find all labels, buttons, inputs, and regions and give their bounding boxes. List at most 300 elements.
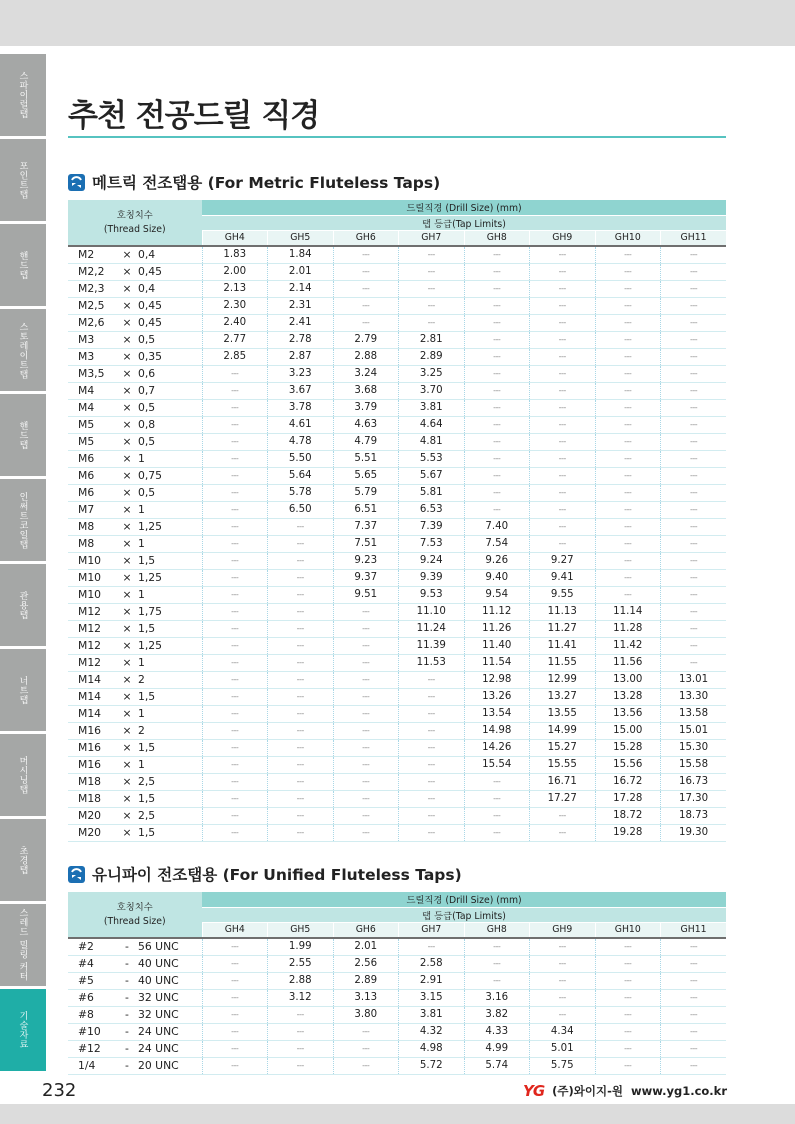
- drill-size-cell: ---: [202, 637, 268, 654]
- drill-size-cell: ---: [202, 773, 268, 790]
- drill-size-cell: ---: [464, 382, 530, 399]
- table-row: [68, 722, 726, 739]
- thread-pitch: 56 UNC: [138, 940, 179, 954]
- drill-size-cell: ---: [333, 790, 399, 807]
- drill-size-cell: 3.25: [399, 365, 465, 382]
- thread-separator: ×: [122, 809, 132, 822]
- drill-size-cell: ---: [661, 399, 727, 416]
- drill-size-cell: ---: [202, 603, 268, 620]
- drill-size-cell: 15.54: [464, 756, 530, 773]
- sidebar-tab-label: 스토레이트탭: [17, 321, 28, 379]
- thread-separator: -: [125, 1042, 129, 1055]
- drill-size-cell: ---: [268, 620, 334, 637]
- drill-size-cell: ---: [595, 433, 661, 450]
- drill-size-cell: 3.81: [399, 399, 465, 416]
- thread-separator: ×: [122, 741, 132, 754]
- drill-size-cell: 9.40: [464, 569, 530, 586]
- drill-size-cell: 3.82: [464, 1006, 530, 1023]
- drill-size-cell: ---: [399, 773, 465, 790]
- thread-pitch: 1,25: [138, 639, 163, 652]
- drill-size-cell: 14.99: [530, 722, 596, 739]
- thread-nominal: M10: [78, 571, 102, 584]
- drill-size-cell: ---: [530, 433, 596, 450]
- drill-size-cell: ---: [268, 739, 334, 756]
- thread-nominal: M5: [78, 435, 95, 448]
- sidebar-tab[interactable]: [0, 394, 46, 476]
- thread-size-cell: [68, 552, 202, 569]
- thread-pitch: 0,35: [138, 350, 163, 363]
- drill-size-cell: 2.78: [268, 331, 334, 348]
- drill-size-cell: ---: [464, 773, 530, 790]
- drill-size-cell: ---: [202, 433, 268, 450]
- sidebar-tab-label: 핸드탭: [17, 420, 28, 450]
- page-number: 232: [42, 1080, 77, 1101]
- tap-limits-header: 탭 등급(Tap Limits): [202, 215, 726, 230]
- thread-nominal: M3: [78, 333, 95, 346]
- drill-size-cell: ---: [399, 246, 465, 263]
- drill-size-cell: ---: [661, 637, 727, 654]
- thread-pitch: 1,5: [138, 554, 156, 567]
- drill-size-cell: 14.98: [464, 722, 530, 739]
- grade-header: GH5: [268, 230, 334, 246]
- drill-size-cell: ---: [202, 989, 268, 1006]
- drill-size-cell: ---: [661, 955, 727, 972]
- drill-size-cell: 4.34: [530, 1023, 596, 1040]
- table-row: [68, 1023, 726, 1040]
- drill-size-cell: ---: [333, 671, 399, 688]
- drill-size-cell: ---: [202, 467, 268, 484]
- drill-size-cell: ---: [333, 722, 399, 739]
- drill-size-cell: ---: [661, 501, 727, 518]
- table-row: [68, 382, 726, 399]
- drill-size-cell: ---: [595, 1040, 661, 1057]
- thread-size-cell: [68, 620, 202, 637]
- thread-separator: -: [125, 991, 129, 1004]
- thread-pitch: 0,4: [138, 248, 156, 262]
- thread-nominal: #6: [78, 991, 94, 1004]
- grade-header: GH10: [595, 230, 661, 246]
- sidebar-tab[interactable]: [0, 224, 46, 306]
- drill-size-cell: 9.53: [399, 586, 465, 603]
- sidebar-tab[interactable]: [0, 309, 46, 391]
- drill-size-cell: ---: [202, 552, 268, 569]
- drill-size-cell: ---: [399, 938, 465, 955]
- grade-header: GH9: [530, 230, 596, 246]
- thread-nominal: M3: [78, 350, 95, 363]
- section-arrow-icon: [68, 866, 85, 883]
- drill-size-cell: 12.98: [464, 671, 530, 688]
- drill-size-cell: ---: [202, 739, 268, 756]
- drill-size-cell: 15.56: [595, 756, 661, 773]
- drill-size-cell: 3.78: [268, 399, 334, 416]
- drill-size-cell: ---: [595, 297, 661, 314]
- drill-size-cell: 5.75: [530, 1057, 596, 1074]
- thread-pitch: 0,5: [138, 486, 156, 499]
- drill-size-cell: 7.51: [333, 535, 399, 552]
- table-row: [68, 586, 726, 603]
- table-row: [68, 535, 726, 552]
- thread-size-cell: [68, 1040, 202, 1057]
- thread-nominal: M20: [78, 809, 102, 822]
- company-url[interactable]: www.yg1.co.kr: [630, 1084, 727, 1098]
- drill-size-cell: ---: [464, 331, 530, 348]
- drill-size-cell: ---: [268, 671, 334, 688]
- drill-size-cell: 9.37: [333, 569, 399, 586]
- drill-size-cell: ---: [202, 824, 268, 841]
- drill-size-cell: ---: [202, 450, 268, 467]
- table-row: [68, 501, 726, 518]
- drill-size-cell: 5.53: [399, 450, 465, 467]
- drill-size-cell: ---: [464, 365, 530, 382]
- thread-nominal: M2,6: [78, 316, 105, 329]
- drill-size-cell: ---: [530, 467, 596, 484]
- drill-size-cell: 16.73: [661, 773, 727, 790]
- drill-size-cell: ---: [595, 399, 661, 416]
- drill-size-cell: ---: [595, 467, 661, 484]
- sidebar-tab[interactable]: [0, 819, 46, 901]
- drill-size-cell: 15.00: [595, 722, 661, 739]
- drill-size-cell: ---: [595, 348, 661, 365]
- drill-size-cell: 9.54: [464, 586, 530, 603]
- table-row: [68, 955, 726, 972]
- drill-size-cell: ---: [399, 705, 465, 722]
- thread-size-cell: [68, 501, 202, 518]
- drill-size-cell: ---: [464, 263, 530, 280]
- thread-size-cell: [68, 654, 202, 671]
- thread-nominal: #4: [78, 957, 94, 970]
- drill-size-cell: 15.28: [595, 739, 661, 756]
- thread-size-cell: [68, 722, 202, 739]
- drill-size-header: 드릴직경 (Drill Size) (mm): [202, 200, 726, 215]
- drill-size-cell: ---: [464, 399, 530, 416]
- drill-size-cell: 9.23: [333, 552, 399, 569]
- drill-size-cell: ---: [202, 756, 268, 773]
- thread-separator: ×: [122, 724, 132, 737]
- drill-size-cell: ---: [661, 263, 727, 280]
- drill-size-cell: 2.31: [268, 297, 334, 314]
- drill-size-cell: 15.27: [530, 739, 596, 756]
- thread-separator: ×: [122, 588, 132, 601]
- table-row: [68, 297, 726, 314]
- drill-size-cell: 2.88: [268, 972, 334, 989]
- drill-size-cell: ---: [661, 450, 727, 467]
- table-row: [68, 467, 726, 484]
- sidebar-tab[interactable]: [0, 479, 46, 561]
- thread-size-cell: [68, 739, 202, 756]
- drill-size-cell: ---: [530, 450, 596, 467]
- drill-size-cell: 6.53: [399, 501, 465, 518]
- drill-size-cell: ---: [530, 972, 596, 989]
- drill-size-cell: ---: [333, 297, 399, 314]
- drill-size-cell: ---: [202, 1006, 268, 1023]
- sidebar-tab[interactable]: [0, 564, 46, 646]
- thread-pitch: 1,5: [138, 690, 156, 703]
- drill-size-cell: ---: [202, 955, 268, 972]
- drill-size-cell: ---: [268, 1040, 334, 1057]
- thread-pitch: 1,5: [138, 826, 156, 839]
- drill-size-cell: 13.28: [595, 688, 661, 705]
- drill-size-cell: ---: [464, 280, 530, 297]
- drill-size-cell: 2.40: [202, 314, 268, 331]
- drill-size-cell: 5.65: [333, 467, 399, 484]
- drill-size-cell: ---: [530, 348, 596, 365]
- drill-size-cell: 4.64: [399, 416, 465, 433]
- drill-size-cell: 19.28: [595, 824, 661, 841]
- thread-separator: ×: [122, 367, 132, 380]
- table-row: [68, 569, 726, 586]
- drill-size-cell: ---: [202, 1023, 268, 1040]
- drill-size-cell: 2.81: [399, 331, 465, 348]
- drill-size-cell: ---: [268, 722, 334, 739]
- drill-size-cell: ---: [202, 1057, 268, 1074]
- drill-size-cell: ---: [202, 416, 268, 433]
- sidebar-tab-label: 기술자료: [17, 1011, 28, 1049]
- drill-size-cell: ---: [202, 972, 268, 989]
- drill-size-cell: ---: [202, 790, 268, 807]
- thread-nominal: M2,3: [78, 282, 105, 295]
- drill-size-cell: 3.15: [399, 989, 465, 1006]
- table-row: [68, 972, 726, 989]
- sidebar: [0, 54, 46, 1074]
- drill-size-cell: 17.28: [595, 790, 661, 807]
- drill-size-cell: ---: [268, 705, 334, 722]
- company-logo: YG: [522, 1082, 545, 1100]
- drill-size-cell: ---: [464, 484, 530, 501]
- drill-size-cell: ---: [530, 518, 596, 535]
- table-row: [68, 790, 726, 807]
- thread-pitch: 2,5: [138, 809, 156, 822]
- drill-size-cell: ---: [661, 382, 727, 399]
- grade-header: GH4: [202, 922, 268, 938]
- thread-size-cell: [68, 569, 202, 586]
- table-row: [68, 654, 726, 671]
- sidebar-tab[interactable]: [0, 734, 46, 816]
- drill-size-cell: ---: [530, 263, 596, 280]
- thread-size-cell: [68, 382, 202, 399]
- table-row: [68, 1057, 726, 1074]
- drill-size-cell: ---: [464, 433, 530, 450]
- sidebar-tab[interactable]: [0, 989, 46, 1071]
- sidebar-tab[interactable]: [0, 54, 46, 136]
- drill-size-cell: ---: [530, 989, 596, 1006]
- drill-size-cell: ---: [661, 484, 727, 501]
- drill-size-cell: 5.01: [530, 1040, 596, 1057]
- drill-size-cell: ---: [464, 314, 530, 331]
- thread-nominal: M16: [78, 724, 102, 737]
- drill-size-cell: ---: [530, 824, 596, 841]
- drill-size-cell: 2.01: [333, 938, 399, 955]
- thread-nominal: M20: [78, 826, 102, 839]
- drill-size-cell: 15.01: [661, 722, 727, 739]
- thread-pitch: 1: [138, 656, 145, 669]
- drill-size-cell: ---: [530, 331, 596, 348]
- drill-size-cell: ---: [530, 416, 596, 433]
- drill-size-cell: 3.81: [399, 1006, 465, 1023]
- thread-size-cell: [68, 807, 202, 824]
- drill-size-cell: 11.56: [595, 654, 661, 671]
- drill-size-cell: 3.12: [268, 989, 334, 1006]
- thread-nominal: M2,2: [78, 265, 105, 278]
- thread-pitch: 24 UNC: [138, 1042, 179, 1055]
- thread-size-cell: [68, 1023, 202, 1040]
- drill-size-cell: ---: [595, 972, 661, 989]
- thread-size-cell: [68, 314, 202, 331]
- thread-nominal: M12: [78, 656, 102, 669]
- drill-size-cell: 9.27: [530, 552, 596, 569]
- thread-nominal: #10: [78, 1025, 101, 1038]
- thread-pitch: 0,7: [138, 384, 156, 397]
- thread-separator: ×: [122, 333, 132, 346]
- thread-pitch: 32 UNC: [138, 991, 179, 1004]
- sidebar-tab-label: 초경탭: [17, 845, 28, 875]
- thread-pitch: 1: [138, 452, 145, 465]
- drill-size-cell: ---: [595, 501, 661, 518]
- drill-size-cell: 2.88: [333, 348, 399, 365]
- thread-size-cell: [68, 938, 202, 955]
- thread-separator: ×: [122, 401, 132, 414]
- drill-size-cell: ---: [464, 467, 530, 484]
- thread-separator: ×: [122, 775, 132, 788]
- drill-size-cell: ---: [333, 1057, 399, 1074]
- page-title: 추천 전공드릴 직경: [68, 98, 320, 134]
- drill-size-cell: 11.53: [399, 654, 465, 671]
- drill-size-cell: 11.40: [464, 637, 530, 654]
- drill-size-cell: ---: [661, 1057, 727, 1074]
- thread-separator: ×: [122, 554, 132, 567]
- sidebar-tab[interactable]: [0, 904, 46, 986]
- drill-size-cell: 6.51: [333, 501, 399, 518]
- drill-size-cell: ---: [399, 807, 465, 824]
- thread-nominal: M4: [78, 401, 95, 414]
- drill-size-cell: 3.80: [333, 1006, 399, 1023]
- thread-separator: ×: [122, 248, 132, 262]
- thread-nominal: M7: [78, 503, 95, 516]
- drill-size-cell: ---: [202, 620, 268, 637]
- table-row: [68, 365, 726, 382]
- thread-pitch: 1: [138, 588, 145, 601]
- drill-size-cell: ---: [268, 1057, 334, 1074]
- drill-size-cell: 5.72: [399, 1057, 465, 1074]
- drill-size-cell: 4.99: [464, 1040, 530, 1057]
- thread-nominal: M6: [78, 486, 95, 499]
- thread-nominal: M12: [78, 622, 102, 635]
- drill-size-cell: ---: [595, 263, 661, 280]
- drill-size-cell: 11.28: [595, 620, 661, 637]
- thread-size-cell: [68, 263, 202, 280]
- drill-size-cell: 13.00: [595, 671, 661, 688]
- drill-size-cell: ---: [661, 331, 727, 348]
- drill-size-cell: ---: [268, 586, 334, 603]
- drill-size-cell: 2.56: [333, 955, 399, 972]
- drill-size-cell: ---: [399, 790, 465, 807]
- unified-drill-table: [68, 892, 726, 1075]
- drill-size-cell: ---: [530, 535, 596, 552]
- table-row: [68, 331, 726, 348]
- drill-size-cell: ---: [530, 246, 596, 263]
- drill-size-cell: ---: [661, 552, 727, 569]
- drill-size-cell: 2.91: [399, 972, 465, 989]
- drill-size-cell: 5.74: [464, 1057, 530, 1074]
- drill-size-cell: 3.67: [268, 382, 334, 399]
- thread-nominal: M8: [78, 520, 95, 533]
- thread-separator: ×: [122, 435, 132, 448]
- thread-size-cell: [68, 586, 202, 603]
- sidebar-tab[interactable]: [0, 139, 46, 221]
- unified-section-title: [68, 863, 462, 885]
- drill-size-cell: ---: [595, 246, 661, 263]
- thread-pitch: 0,45: [138, 316, 163, 329]
- table-row: [68, 348, 726, 365]
- table-row: [68, 246, 726, 263]
- thread-size-header: [68, 892, 202, 938]
- thread-nominal: #5: [78, 974, 94, 987]
- table-row: [68, 773, 726, 790]
- drill-size-cell: 15.58: [661, 756, 727, 773]
- top-bar: [0, 0, 795, 46]
- table-row: [68, 637, 726, 654]
- drill-size-cell: ---: [202, 518, 268, 535]
- drill-size-cell: ---: [202, 484, 268, 501]
- thread-separator: ×: [122, 622, 132, 635]
- sidebar-tab-label: 포인트탭: [17, 161, 28, 199]
- thread-size-header-ko: 호칭치수: [116, 901, 153, 913]
- drill-size-cell: ---: [595, 484, 661, 501]
- grade-header: GH9: [530, 922, 596, 938]
- sidebar-tab-label: 너트탭: [17, 675, 28, 705]
- thread-separator: ×: [122, 469, 132, 482]
- drill-size-cell: ---: [333, 1040, 399, 1057]
- sidebar-tab[interactable]: [0, 649, 46, 731]
- drill-size-cell: 3.23: [268, 365, 334, 382]
- drill-size-cell: ---: [595, 586, 661, 603]
- thread-nominal: M8: [78, 537, 95, 550]
- thread-pitch: 2: [138, 724, 145, 737]
- drill-size-cell: 4.78: [268, 433, 334, 450]
- drill-size-cell: ---: [333, 654, 399, 671]
- drill-size-cell: ---: [202, 501, 268, 518]
- thread-size-cell: [68, 671, 202, 688]
- thread-size-header-ko: 호칭치수: [116, 209, 153, 221]
- drill-size-cell: 3.13: [333, 989, 399, 1006]
- thread-nominal: M14: [78, 707, 102, 720]
- drill-size-cell: ---: [464, 246, 530, 263]
- drill-size-cell: 11.12: [464, 603, 530, 620]
- drill-size-cell: ---: [202, 382, 268, 399]
- table-row: [68, 603, 726, 620]
- drill-size-cell: 13.58: [661, 705, 727, 722]
- title-divider: [68, 136, 726, 138]
- thread-size-cell: [68, 773, 202, 790]
- drill-size-cell: ---: [464, 450, 530, 467]
- thread-nominal: M10: [78, 554, 102, 567]
- thread-pitch: 32 UNC: [138, 1008, 179, 1021]
- thread-nominal: M18: [78, 775, 102, 788]
- drill-size-cell: ---: [661, 280, 727, 297]
- table-row: [68, 705, 726, 722]
- thread-nominal: M2: [78, 248, 95, 262]
- drill-size-cell: ---: [202, 1040, 268, 1057]
- drill-size-cell: ---: [268, 1023, 334, 1040]
- drill-size-cell: ---: [530, 501, 596, 518]
- drill-size-cell: ---: [333, 824, 399, 841]
- drill-size-cell: 15.55: [530, 756, 596, 773]
- drill-size-cell: ---: [268, 1006, 334, 1023]
- thread-separator: ×: [122, 707, 132, 720]
- thread-pitch: 0,45: [138, 299, 163, 312]
- footer-brand: [523, 1082, 727, 1100]
- drill-size-cell: 11.42: [595, 637, 661, 654]
- thread-pitch: 1,5: [138, 792, 156, 805]
